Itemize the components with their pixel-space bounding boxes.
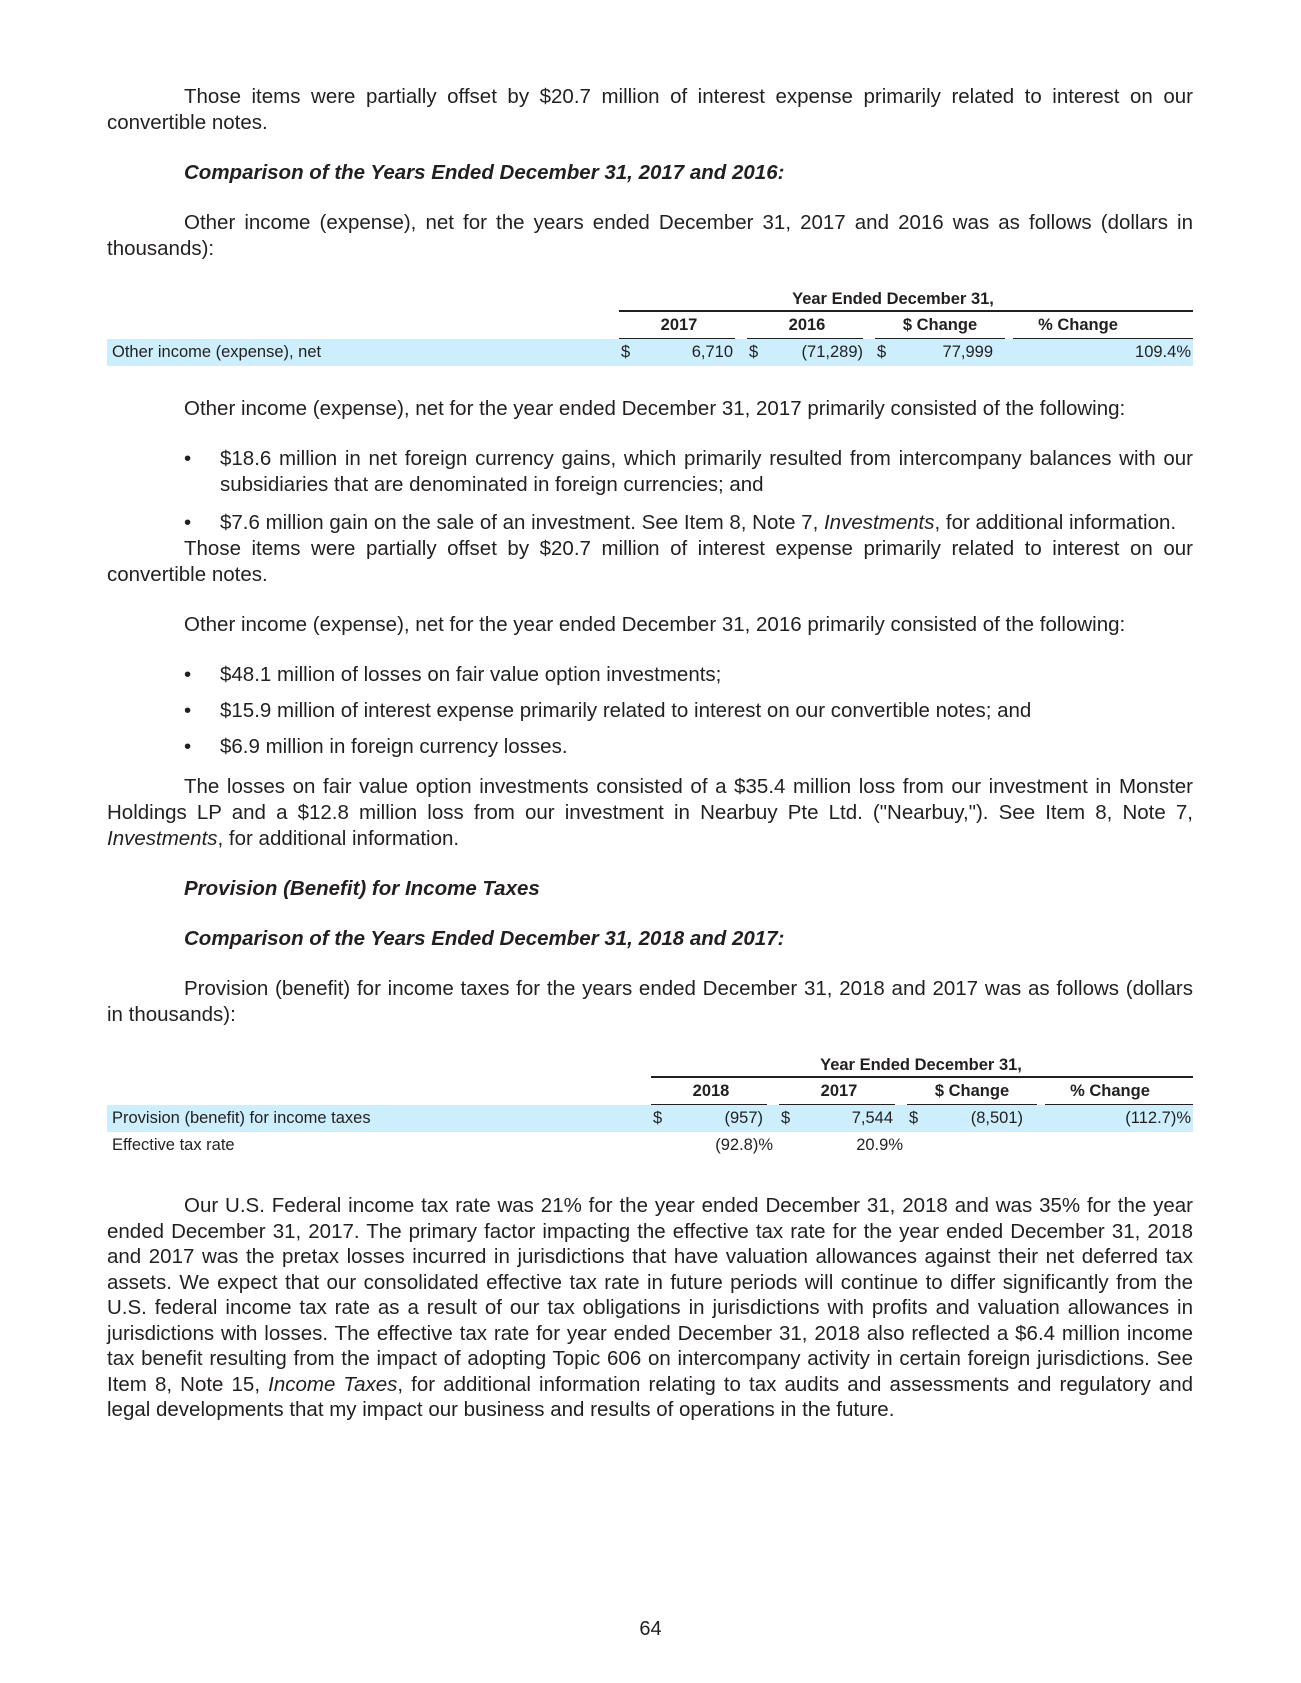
table2-row1-cur2: $ (781, 1109, 791, 1127)
list-item: • $7.6 million gain on the sale of an investment. See Item 8, Note 7, Investments, for additional information. (184, 511, 1177, 534)
document-page (107, 84, 1193, 1447)
paragraph-federal-tax-rate: Our U.S. Federal income tax rate was 21% for the year ended December 31, 2018 and was 35% for the year ended December 31, 2017. The primary factor impacting the effective tax rate for the year ended December 31, 2018 and 2017 was the pretax losses incurred in jurisdictions that have valuation allowances against their net deferred tax assets. We expect that our consolidated effective tax rate in future periods will continue to differ significantly from the U.S. federal income tax rate as a result of our tax obligations in jurisdictions with profits and valuation allowances in jurisdictions with losses. The effective tax rate for year ended December 31, 2018 also reflected a $6.4 million income tax benefit resulting from the impact of adopting Topic 606 on intercompany activity in certain foreign jurisdictions. See Item 8, Note 15, Income Taxes, for additional information relating to tax audits and assessments and regulatory and legal developments that my impact our business and results of operations in the future. (107, 1194, 1193, 1421)
paragraph-2016-consisted: Other income (expense), net for the year ended December 31, 2016 primarily consisted of the following: (184, 613, 1126, 636)
table1-col-2017: 2017 (660, 316, 698, 334)
table1-col-2016: 2016 (788, 316, 826, 334)
paragraph-other-income-intro: Other income (expense), net for the years ended December 31, 2017 and 2016 was as follows (dollars in thousands): (107, 211, 1193, 260)
heading-comparison-2018-2017: Comparison of the Years Ended December 31, 2018 and 2017: (184, 927, 785, 950)
heading-provision-income-taxes: Provision (Benefit) for Income Taxes (184, 877, 540, 900)
list-item: • $6.9 million in foreign currency losses. (184, 735, 568, 758)
table1-column-headers (107, 312, 1193, 339)
paragraph-2017-consisted: Other income (expense), net for the year ended December 31, 2017 primarily consisted of the following: (184, 397, 1126, 420)
page-number: 64 (639, 1618, 662, 1640)
table2-row1-cur1: $ (653, 1109, 663, 1127)
list-item: • $15.9 million of interest expense primarily related to interest on our convertible notes; and (184, 699, 1032, 722)
table1-group-header (107, 286, 1193, 312)
table2-column-headers (107, 1078, 1193, 1105)
other-income-table (107, 286, 1193, 366)
bullet-list-2016 (107, 662, 1193, 760)
table1-v2: (71,289) (801, 343, 863, 361)
table2-row1-v1: (957) (724, 1109, 763, 1127)
table1-v4: 109.4% (1135, 343, 1191, 361)
table1-cur1: $ (621, 343, 631, 361)
table2-row1-cur3: $ (909, 1109, 919, 1127)
paragraph-offset-2017: Those items were partially offset by $20.7 million of interest expense primarily related to interest on our convertible notes. (107, 85, 1193, 134)
table1-cur2: $ (749, 343, 759, 361)
table2-col-2017: 2017 (820, 1082, 858, 1100)
paragraph-offset-2017-b: Those items were partially offset by $20.7 million of interest expense primarily related to interest on our convertible notes. (107, 537, 1193, 586)
table1-cur3: $ (877, 343, 887, 361)
table2-row1-v4: (112.7)% (1125, 1109, 1191, 1127)
list-item: • $48.1 million of losses on fair value option investments; (184, 663, 722, 686)
table1-group-header-text: Year Ended December 31, (792, 290, 994, 308)
table1-col-percent-change: % Change (1038, 316, 1118, 334)
table2-group-header (107, 1052, 1193, 1078)
paragraph-provision-intro: Provision (benefit) for income taxes for the years ended December 31, 2018 and 2017 was as follows (dollars in thousands): (107, 977, 1193, 1026)
table2-row2-label: Effective tax rate (112, 1136, 235, 1154)
table2-group-header-text: Year Ended December 31, (820, 1056, 1022, 1074)
table2-col-dollar-change: $ Change (934, 1082, 1010, 1100)
table-row (107, 1132, 1193, 1159)
table2-row2-v2: 20.9% (856, 1136, 903, 1154)
heading-comparison-2017-2016: Comparison of the Years Ended December 31, 2017 and 2016: (184, 161, 785, 184)
table2-col-percent-change: % Change (1070, 1082, 1150, 1100)
table2-row1-label: Provision (benefit) for income taxes (112, 1109, 371, 1127)
table-row (107, 339, 1193, 366)
table1-v1: 6,710 (691, 343, 733, 361)
bullet-list-2017 (107, 446, 1193, 536)
table1-v3: 77,999 (942, 343, 993, 361)
table2-row1-v2: 7,544 (851, 1109, 893, 1127)
income-tax-table (107, 1052, 1193, 1159)
table2-col-2018: 2018 (692, 1082, 730, 1100)
table2-row1-v3: (8,501) (970, 1109, 1023, 1127)
list-item: • $18.6 million in net foreign currency gains, which primarily resulted from intercompany balances with our subsidiaries that are denominated in foreign currencies; and (184, 447, 1193, 496)
table1-col-dollar-change: $ Change (902, 316, 978, 334)
table-row (107, 1105, 1193, 1132)
paragraph-fair-value-losses: The losses on fair value option investments consisted of a $35.4 million loss from our investment in Monster Holdings LP and a $12.8 million loss from our investment in Nearbuy Pte Ltd. ("Nearbuy,"). See Item 8, Note 7, Investments, for additional information. (107, 775, 1193, 850)
table2-row2-v1: (92.8)% (715, 1136, 773, 1154)
table1-row-label: Other income (expense), net (112, 343, 322, 361)
